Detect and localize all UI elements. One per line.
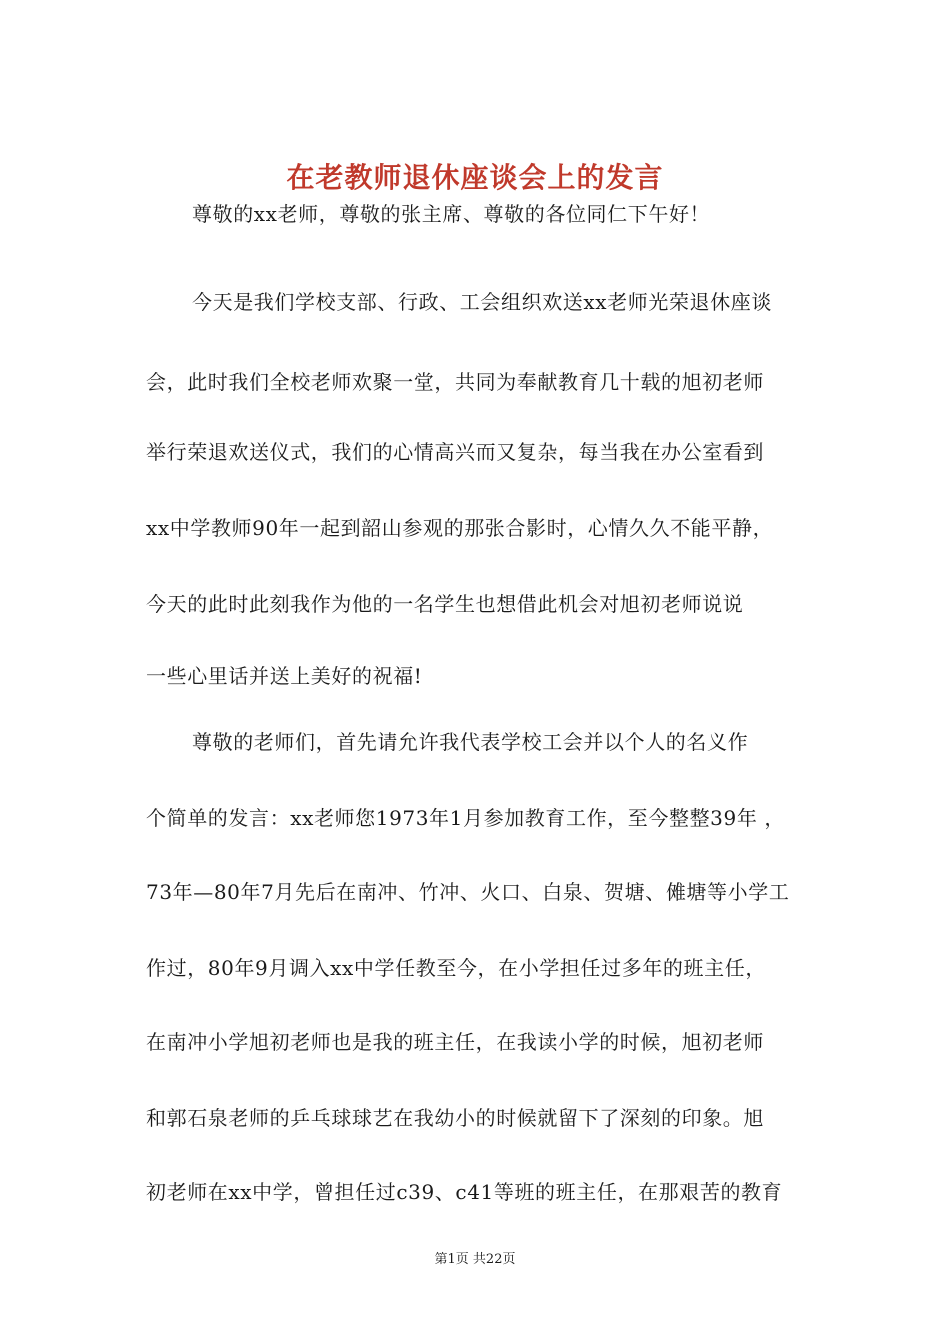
document-title: 在老教师退休座谈会上的发言 [286,161,664,194]
paragraph-line: 今天是我们学校支部、行政、工会组织欢送xx老师光荣退休座谈 [192,290,772,314]
paragraph-line: 尊敬的xx老师，尊敬的张主席、尊敬的各位同仁下午好！ [192,202,711,226]
paragraph-line: 个简单的发言：xx老师您1973年1月参加教育工作，至今整整39年 ， [146,806,785,830]
paragraph-line: 会，此时我们全校老师欢聚一堂，共同为奉献教育几十载的旭初老师 [146,370,764,394]
paragraph-line: 初老师在xx中学，曾担任过c39、c41等班的班主任，在那艰苦的教育 [146,1180,783,1204]
paragraph-line: 举行荣退欢送仪式，我们的心情高兴而又复杂，每当我在办公室看到 [146,440,764,464]
paragraph-line: 73年—80年7月先后在南冲、竹冲、火口、白泉、贺塘、傩塘等小学工 [146,880,790,904]
paragraph-line: xx中学教师90年一起到韶山参观的那张合影时，心情久久不能平静， [146,516,774,540]
paragraph-line: 作过，80年9月调入xx中学任教至今，在小学担任过多年的班主任， [146,956,766,980]
paragraph-line: 尊敬的老师们，首先请允许我代表学校工会并以个人的名义作 [192,730,749,754]
paragraph-line: 在南冲小学旭初老师也是我的班主任，在我读小学的时候，旭初老师 [146,1030,764,1054]
page-number-footer: 第1页 共22页 [434,1252,516,1267]
paragraph-line: 今天的此时此刻我作为他的一名学生也想借此机会对旭初老师说说 [146,592,744,616]
paragraph-line: 一些心里话并送上美好的祝福! [146,664,423,688]
paragraph-line: 和郭石泉老师的乒乓球球艺在我幼小的时候就留下了深刻的印象。旭 [146,1106,764,1130]
